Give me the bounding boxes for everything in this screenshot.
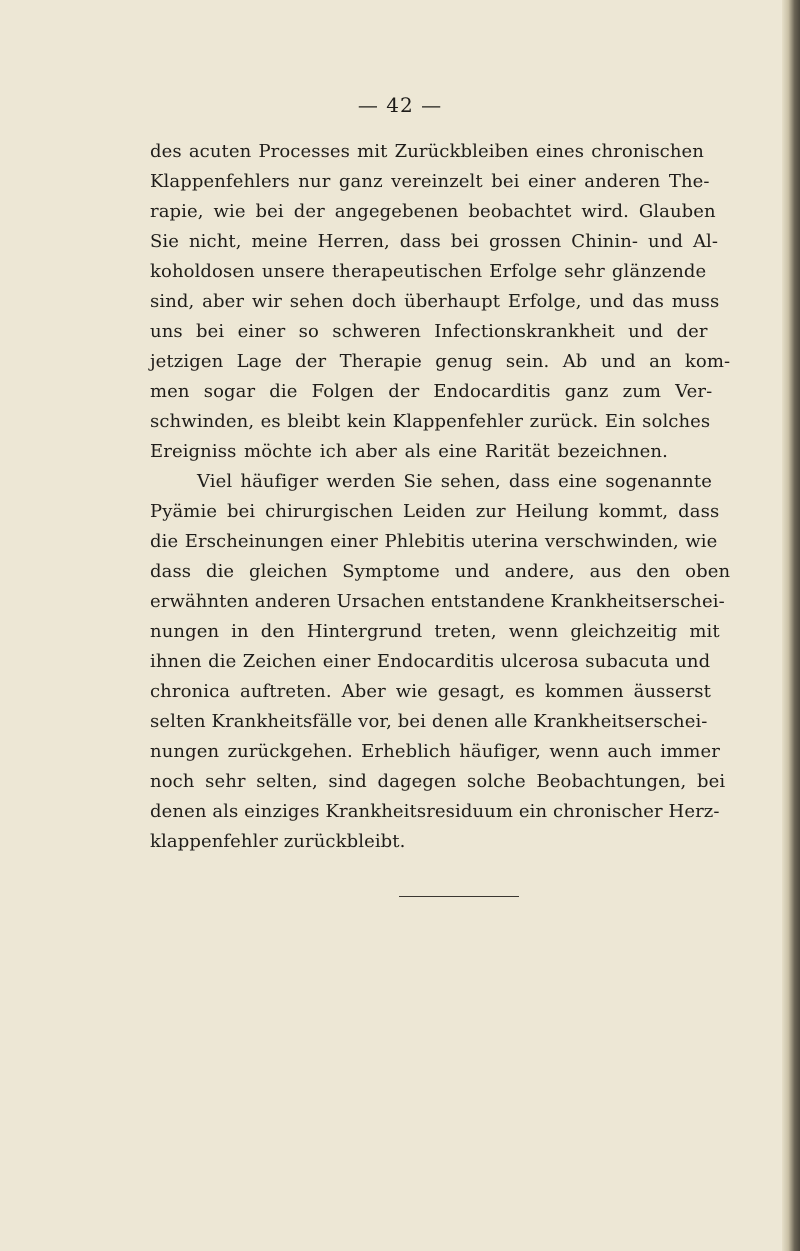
page-number: — 42 — [357, 93, 443, 117]
text-line: rapie, wie bei der angegebenen beobachtet wird. Glauben [150, 201, 716, 222]
text-line: erwähnten anderen Ursachen entstandene Krankheitserschei- [150, 591, 725, 612]
text-line: klappenfehler zurückbleibt. [150, 831, 406, 852]
text-line: die Erscheinungen einer Phlebitis uterina verschwinden, wie [150, 531, 718, 552]
text-line: schwinden, es bleibt kein Klappenfehler zurück. Ein solches [150, 411, 711, 432]
text-line: nungen in den Hintergrund treten, wenn gleichzeitig mit [150, 621, 720, 642]
text-line: ihnen die Zeichen einer Endocarditis ulcerosa subacuta und [150, 651, 711, 672]
body-text [150, 137, 780, 857]
text-line: Ereigniss möchte ich aber als eine Rarität bezeichnen. [150, 441, 668, 462]
text-line: Sie nicht, meine Herren, dass bei grossen Chinin- und Al- [150, 231, 719, 252]
text-line: Viel häufiger werden Sie sehen, dass eine sogenannte [197, 471, 712, 492]
text-line: koholdosen unsere therapeutischen Erfolge sehr glänzende [150, 261, 707, 282]
text-line: Klappenfehlers nur ganz vereinzelt bei einer anderen The- [150, 171, 710, 192]
text-line: men sogar die Folgen der Endocarditis ganz zum Ver- [150, 381, 713, 402]
text-line: denen als einziges Krankheitsresiduum ein chronischer Herz- [150, 801, 720, 822]
text-line: nungen zurückgehen. Erheblich häufiger, wenn auch immer [150, 741, 720, 762]
text-line: selten Krankheitsfälle vor, bei denen alle Krankheitserschei- [150, 711, 708, 732]
text-line: Pyämie bei chirurgischen Leiden zur Heilung kommt, dass [150, 501, 720, 522]
text-line: dass die gleichen Symptome und andere, aus den oben [150, 561, 731, 582]
text-line: noch sehr selten, sind dagegen solche Beobachtungen, bei [150, 771, 726, 792]
text-line: chronica auftreten. Aber wie gesagt, es kommen äusserst [150, 681, 711, 702]
section-divider [399, 896, 519, 897]
text-line: sind, aber wir sehen doch überhaupt Erfolge, und das muss [150, 291, 720, 312]
text-line: jetzigen Lage der Therapie genug sein. Ab und an kom- [150, 351, 731, 372]
page-edge-shadow [782, 0, 800, 1251]
text-line: uns bei einer so schweren Infectionskrankheit und der [150, 321, 708, 342]
text-line: des acuten Processes mit Zurückbleiben eines chronischen [150, 141, 704, 162]
